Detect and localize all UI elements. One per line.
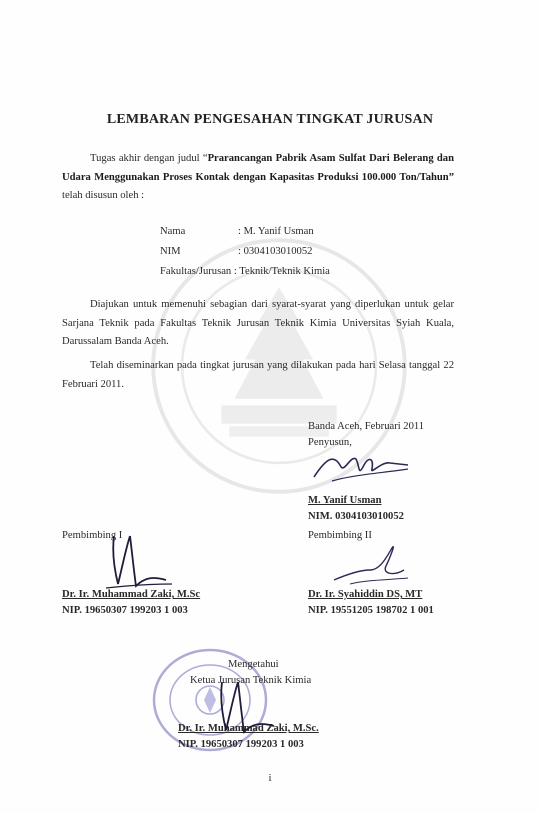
author-name: M. Yanif Usman xyxy=(308,495,382,506)
info-row-nim: NIM : 0304103010052 xyxy=(160,246,313,257)
supervisor2-nip: NIP. 19551205 198702 1 001 xyxy=(308,605,434,616)
info-row-name: Nama : M. Yanif Usman xyxy=(160,226,314,237)
page-title: LEMBARAN PENGESAHAN TINGKAT JURUSAN xyxy=(106,112,434,127)
seminar-paragraph: Telah diseminarkan pada tingkat jurusan yang dilakukan pada hari Selasa tanggal 22 Februari 2011. xyxy=(62,360,454,390)
info-row-faculty: Fakultas/Jurusan : Teknik/Teknik Kimia xyxy=(160,266,330,277)
head-name: Dr. Ir. Muhammad Zaki, M.Sc. xyxy=(178,723,319,734)
intro-tail: telah disusun oleh : xyxy=(62,190,145,201)
author-signature-block xyxy=(308,419,424,525)
supervisor2-role: Pembimbing II xyxy=(308,530,372,541)
author-role: Penyusun, xyxy=(308,437,352,448)
page-number: i xyxy=(268,772,272,784)
supervisor2-name: Dr. Ir. Syahiddin DS, MT xyxy=(308,589,423,600)
place-date: Banda Aceh, Februari 2011 xyxy=(308,421,425,432)
supervisor1-block xyxy=(62,528,200,619)
supervisor2-block xyxy=(308,528,434,619)
head-title: Ketua Jurusan Teknik Kimia xyxy=(190,675,312,686)
supervisor1-nip: NIP. 19650307 199203 1 003 xyxy=(62,605,188,616)
head-of-department-block xyxy=(168,657,328,753)
intro-lead: Tugas akhir dengan judul “ xyxy=(90,153,208,164)
acknowledged-label: Mengetahui xyxy=(228,659,279,670)
supervisor1-role: Pembimbing I xyxy=(62,530,123,541)
head-nip: NIP. 19650307 199203 1 003 xyxy=(178,739,304,750)
author-nim: NIM. 0304103010052 xyxy=(308,511,404,522)
thesis-title: Prarancangan Pabrik Asam Sulfat Dari Belerang dan Udara Menggunakan Proses Kontak dengan Kapasitas Produksi 100.000 Ton/Tahun” xyxy=(62,153,454,183)
author-info xyxy=(160,222,330,282)
intro-paragraph xyxy=(62,150,454,206)
supervisor1-name: Dr. Ir. Muhammad Zaki, M.Sc xyxy=(62,589,201,600)
purpose-paragraph: Diajukan untuk memenuhi sebagian dari syarat-syarat yang diperlukan untuk gelar Sarjana Teknik pada Fakultas Teknik Jurusan Teknik Kimia Universitas Syiah Kuala, Darussalam Banda Aceh. xyxy=(62,299,454,347)
